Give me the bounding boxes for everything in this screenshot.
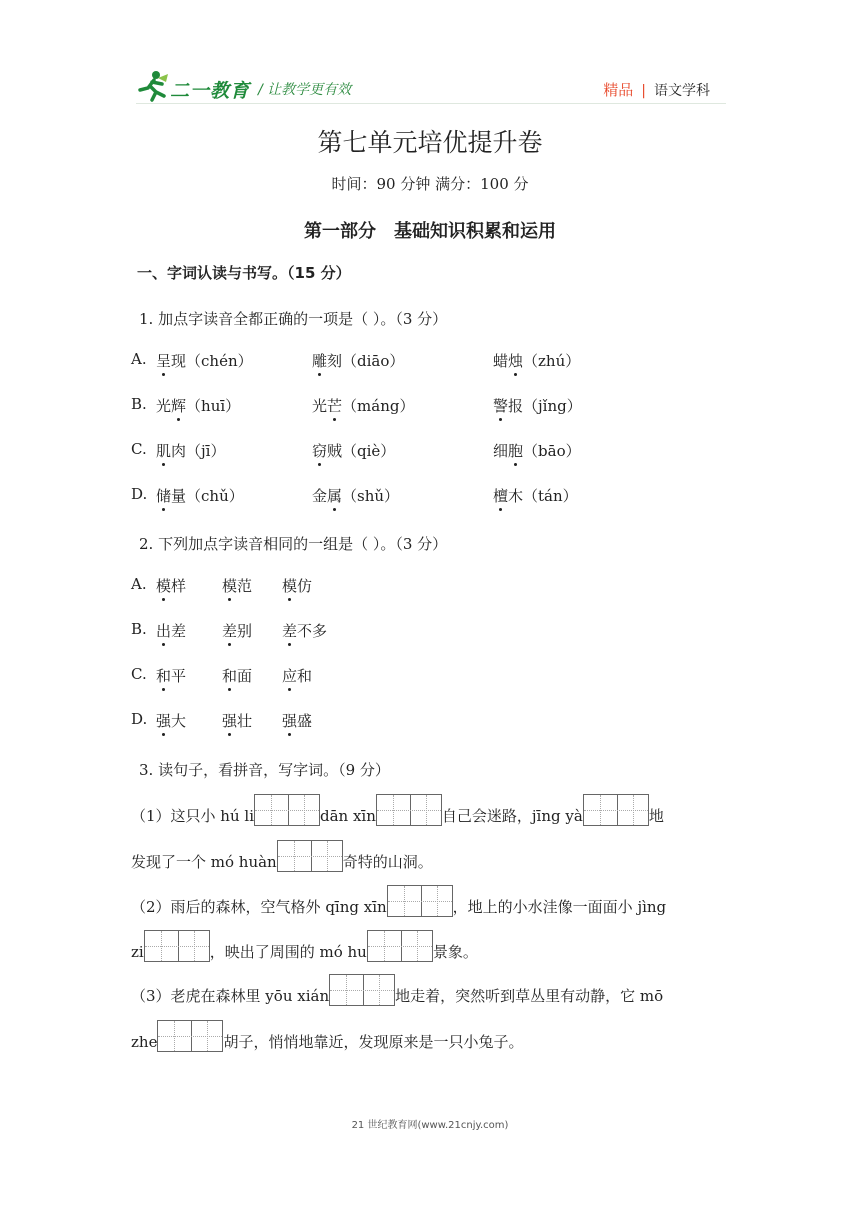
option-word: [156, 440, 225, 461]
q3-sentence-2-line-1: [131, 885, 666, 917]
character: 现: [171, 352, 187, 370]
pinyin: （chǔ）: [186, 487, 244, 505]
option-word: [493, 485, 578, 506]
pinyin: （bāo）: [523, 442, 581, 460]
option-word: 和面: [222, 667, 253, 685]
character: 细: [493, 442, 509, 460]
page-title: 第七单元培优提升卷: [317, 128, 543, 157]
q3-text: 奇特的山洞。: [342, 853, 433, 871]
character: 窃: [312, 442, 328, 460]
part-title: 第一部分 基础知识积累和运用: [304, 221, 556, 242]
header-subject: [603, 79, 710, 100]
pinyin: （máng）: [342, 397, 415, 415]
pinyin: （jī）: [186, 442, 226, 460]
q3-sentence-3-line-1: [131, 974, 663, 1006]
question-3-stem: 3. 读句子，看拼音，写字词。（9 分）: [139, 761, 390, 779]
option-label: D.: [131, 485, 148, 503]
character: 光: [156, 397, 172, 415]
q3-sentence-1-line-1: [131, 794, 664, 826]
character: 胞: [508, 442, 524, 460]
q3-text: （2）雨后的森林，空气格外 qīng xīn: [131, 898, 387, 916]
option-word: 强大: [156, 712, 187, 730]
pinyin: （diāo）: [342, 352, 405, 370]
option-label: D.: [131, 710, 148, 728]
header-rule: [136, 103, 726, 104]
q3-text: 发现了一个 mó huàn: [131, 853, 277, 871]
pinyin: （tán）: [523, 487, 578, 505]
q3-text: dān xīn: [320, 807, 376, 825]
option-word: [493, 350, 580, 371]
q3-text: zhe: [131, 1033, 158, 1051]
option-word: 模范: [222, 577, 253, 595]
q3-text: ，地上的小水洼像一面面小 jìng: [452, 898, 667, 916]
character: 雕: [312, 352, 328, 370]
option-word: 差不多: [282, 622, 328, 640]
character: 储: [156, 487, 172, 505]
writing-grid[interactable]: [376, 794, 442, 826]
writing-grid[interactable]: [144, 930, 210, 962]
option-word: [493, 440, 581, 461]
exam-meta: 时间：90 分钟 满分：100 分: [331, 175, 529, 193]
subject-label: 语文学科: [654, 83, 710, 99]
pinyin: （qiè）: [342, 442, 396, 460]
q3-text: 胡子，悄悄地靠近，发现原来是一只小兔子。: [223, 1033, 524, 1051]
q3-text: ，映出了周围的 mó hu: [209, 943, 367, 961]
writing-grid[interactable]: [367, 930, 433, 962]
pinyin: （chén）: [186, 352, 253, 370]
option-label: C.: [131, 665, 147, 683]
option-word: [156, 485, 244, 506]
quality-label: 精品: [603, 81, 634, 99]
character: 蜡: [493, 352, 509, 370]
character: 光: [312, 397, 328, 415]
writing-grid[interactable]: [157, 1020, 223, 1052]
option-word: [312, 485, 399, 506]
header-divider: |: [641, 83, 646, 99]
character: 警: [493, 397, 509, 415]
writing-grid[interactable]: [583, 794, 649, 826]
runner-logo-icon: [136, 70, 170, 106]
q3-text: 景象。: [432, 943, 478, 961]
character: 檀: [493, 487, 509, 505]
q3-sentence-1-line-2: [131, 840, 433, 872]
character: 刻: [327, 352, 343, 370]
section-heading: 一、字词认读与书写。（15 分）: [137, 264, 351, 282]
option-label: A.: [131, 350, 147, 368]
character: 芒: [327, 397, 343, 415]
character: 烛: [508, 352, 524, 370]
character: 属: [327, 487, 343, 505]
pinyin: （jǐng）: [523, 397, 582, 415]
character: 辉: [171, 397, 187, 415]
pinyin: （huī）: [186, 397, 241, 415]
option-word: [156, 395, 240, 416]
q3-sentence-2-line-2: [131, 930, 478, 962]
q3-text: 自己会迷路，jīng yà: [441, 807, 583, 825]
q3-text: 地: [648, 807, 664, 825]
character: 呈: [156, 352, 172, 370]
writing-grid[interactable]: [329, 974, 395, 1006]
q3-text: （3）老虎在森林里 yōu xián: [131, 987, 330, 1005]
option-word: 出差: [156, 622, 187, 640]
option-label: B.: [131, 395, 147, 413]
logo-text: 二一教育: [170, 80, 251, 102]
character: 贼: [327, 442, 343, 460]
option-word: [312, 440, 395, 461]
q3-sentence-3-line-2: [131, 1020, 523, 1052]
q3-text: （1）这只小 hú li: [131, 807, 254, 825]
option-word: 模样: [156, 577, 187, 595]
question-1-stem: 1. 加点字读音全都正确的一项是（ ）。（3 分）: [139, 310, 448, 328]
option-word: [493, 395, 582, 416]
q3-text: zi: [131, 943, 144, 961]
option-word: [312, 350, 404, 371]
option-word: [312, 395, 414, 416]
option-word: 强盛: [282, 712, 313, 730]
option-word: 模仿: [282, 577, 313, 595]
question-2-stem: 2. 下列加点字读音相同的一组是（ ）。（3 分）: [139, 535, 448, 553]
character: 肉: [171, 442, 187, 460]
footer-source: 21 世纪教育网(www.21cnjy.com): [351, 1120, 509, 1131]
option-label: A.: [131, 575, 147, 593]
character: 木: [508, 487, 524, 505]
character: 报: [508, 397, 524, 415]
option-word: [156, 350, 253, 371]
pinyin: （shǔ）: [342, 487, 400, 505]
character: 量: [171, 487, 187, 505]
q3-text: 地走着，突然听到草丛里有动静，它 mō: [395, 987, 664, 1005]
character: 肌: [156, 442, 172, 460]
slogan: / 让教学更有效: [258, 82, 352, 98]
option-label: C.: [131, 440, 147, 458]
option-word: 差别: [222, 622, 253, 640]
option-label: B.: [131, 620, 147, 638]
pinyin: （zhú）: [523, 352, 581, 370]
option-word: 强壮: [222, 712, 253, 730]
option-word: 和平: [156, 667, 187, 685]
writing-grid[interactable]: [254, 794, 320, 826]
option-word: 应和: [282, 667, 313, 685]
writing-grid[interactable]: [277, 840, 343, 872]
character: 金: [312, 487, 328, 505]
writing-grid[interactable]: [387, 885, 453, 917]
